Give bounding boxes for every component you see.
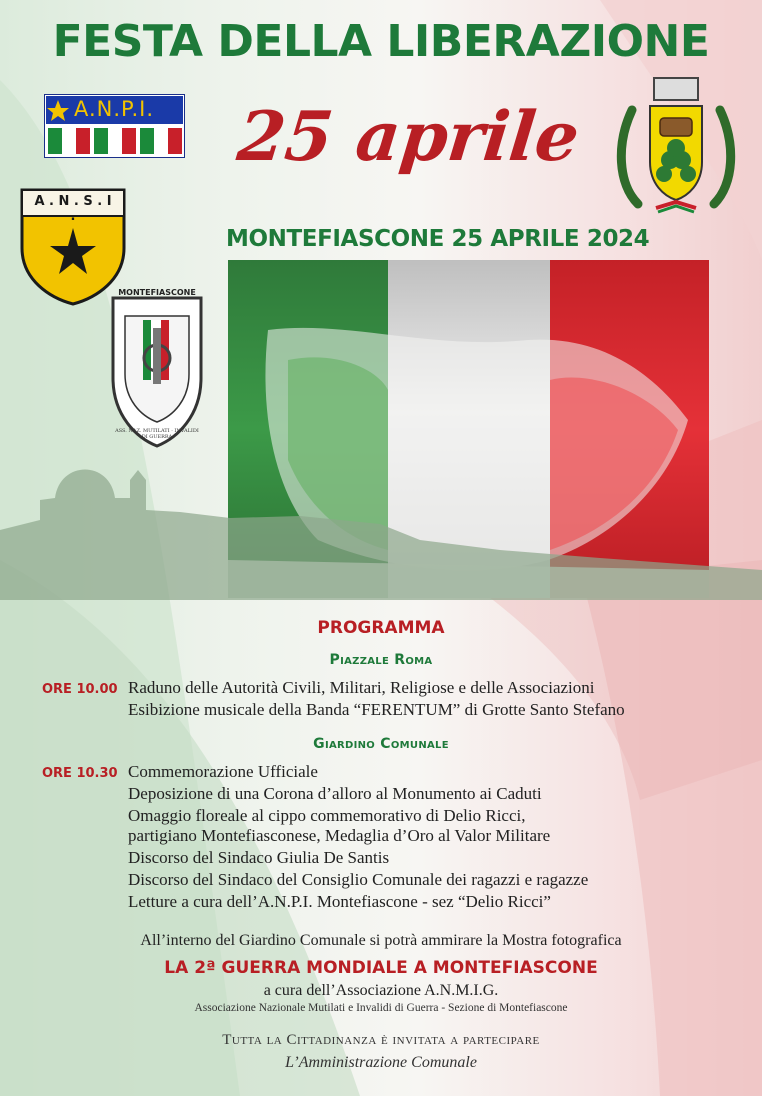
anmig-badge-logo [107,288,207,448]
anpi-logo-text: A.N.P.I. [74,97,154,121]
time-1000: ORE 10.00 [42,682,118,697]
program-item: partigiano Montefiasconese, Medaglia d’Oro al Valor Militare [128,826,551,845]
program-item: Commemorazione Ufficiale [128,762,318,781]
program-item: Letture a cura dell’A.N.P.I. Montefiascone - sez “Delio Ricci” [128,892,551,911]
anmig-ring-text: ASS. NAZ. MUTILATI · INVALIDI DI GUERRA [115,428,199,440]
venue-giardino-comunale: Giardino Comunale [313,736,449,752]
time-1030: ORE 10.30 [42,766,118,781]
program-item: Discorso del Sindaco Giulia De Santis [128,848,390,867]
program-item: Omaggio floreale al cippo commemorativo di Delio Ricci, [128,806,526,825]
ansi-logo-text: A . N . S . I . [34,194,112,224]
event-date-line: MONTEFIASCONE 25 APRILE 2024 [226,226,650,252]
invitation-text: Tutta la Cittadinanza è invitata a partecipare [222,1032,540,1048]
page-title: FESTA DELLA LIBERAZIONE [52,16,710,67]
program-item: Discorso del Sindaco del Consiglio Comunale dei ragazzi e ragazze [128,870,589,889]
anmig-top-text: MONTEFIASCONE [118,288,196,297]
exhibition-curator-full: Associazione Nazionale Mutilati e Invalidi di Guerra - Sezione di Montefiascone [194,1002,568,1014]
montefiascone-skyline [0,440,762,600]
exhibition-intro: All’interno del Giardino Comunale si potrà ammirare la Mostra fotografica [140,932,622,949]
program-heading: PROGRAMMA [317,618,445,638]
program-item: Deposizione di una Corona d’alloro al Monumento ai Caduti [128,784,542,803]
coat-of-arms-logo [614,74,738,222]
exhibition-title: LA 2ª GUERRA MONDIALE A MONTEFIASCONE [164,958,598,978]
anpi-logo [44,94,185,158]
exhibition-curator: a cura dell’Associazione A.N.M.I.G. [263,982,499,999]
venue-piazzale-roma: Piazzale Roma [329,652,433,668]
program-item: Raduno delle Autorità Civili, Militari, Religiose e delle Associazioni [128,678,595,697]
program-item: Esibizione musicale della Banda “FERENTUM” di Grotte Santo Stefano [128,700,625,719]
subtitle-date: 25 aprile [233,97,583,177]
signature: L’Amministrazione Comunale [285,1054,477,1071]
